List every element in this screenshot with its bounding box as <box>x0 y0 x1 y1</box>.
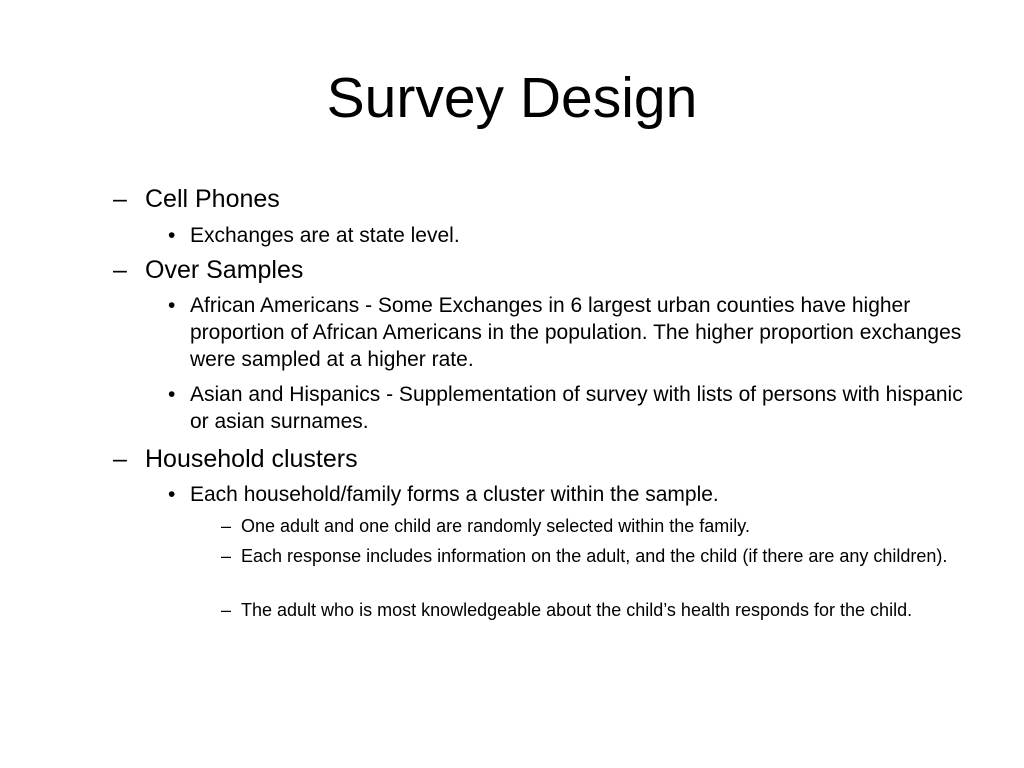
list-item-african-americans <box>168 292 980 373</box>
list-item-over-samples <box>113 255 985 285</box>
list-item-knowledgeable-adult <box>221 598 981 622</box>
slide-title: Survey Design <box>326 66 698 130</box>
bullet-marker: • <box>168 483 176 506</box>
item-text: Asian and Hispanics - Supplementation of survey with lists of persons with hispanic or asian surnames. <box>190 383 963 433</box>
list-item-random-selection <box>221 514 981 538</box>
item-text: One adult and one child are randomly selected within the family. <box>241 516 750 536</box>
list-item-household-cluster-sample <box>168 481 980 508</box>
item-text: Each household/family forms a cluster within the sample. <box>190 483 719 506</box>
dash-marker: – <box>221 600 232 620</box>
list-item-household-clusters <box>113 444 985 474</box>
list-item-cell-phones <box>113 184 985 214</box>
list-item-asian-hispanics <box>168 381 980 435</box>
bullet-marker: • <box>168 224 176 247</box>
item-text: Each response includes information on the adult, and the child (if there are any children). <box>241 546 948 566</box>
dash-marker: – <box>113 256 127 284</box>
list-item-response-info <box>221 544 981 568</box>
dash-marker: – <box>221 546 232 566</box>
item-text: The adult who is most knowledgeable about the child’s health responds for the child. <box>241 600 913 620</box>
item-text: African Americans - Some Exchanges in 6 largest urban counties have higher proportion of African Americans in the population. The higher proportion exchanges were sampled at a higher rate. <box>190 294 962 371</box>
item-text: Over Samples <box>145 256 304 284</box>
item-text: Cell Phones <box>145 185 280 213</box>
dash-marker: – <box>221 516 232 536</box>
list-item-exchanges <box>168 222 980 249</box>
bullet-marker: • <box>168 383 176 406</box>
bullet-marker: • <box>168 294 176 317</box>
item-text: Household clusters <box>145 445 358 473</box>
dash-marker: – <box>113 445 127 473</box>
item-text: Exchanges are at state level. <box>190 224 460 247</box>
dash-marker: – <box>113 185 127 213</box>
